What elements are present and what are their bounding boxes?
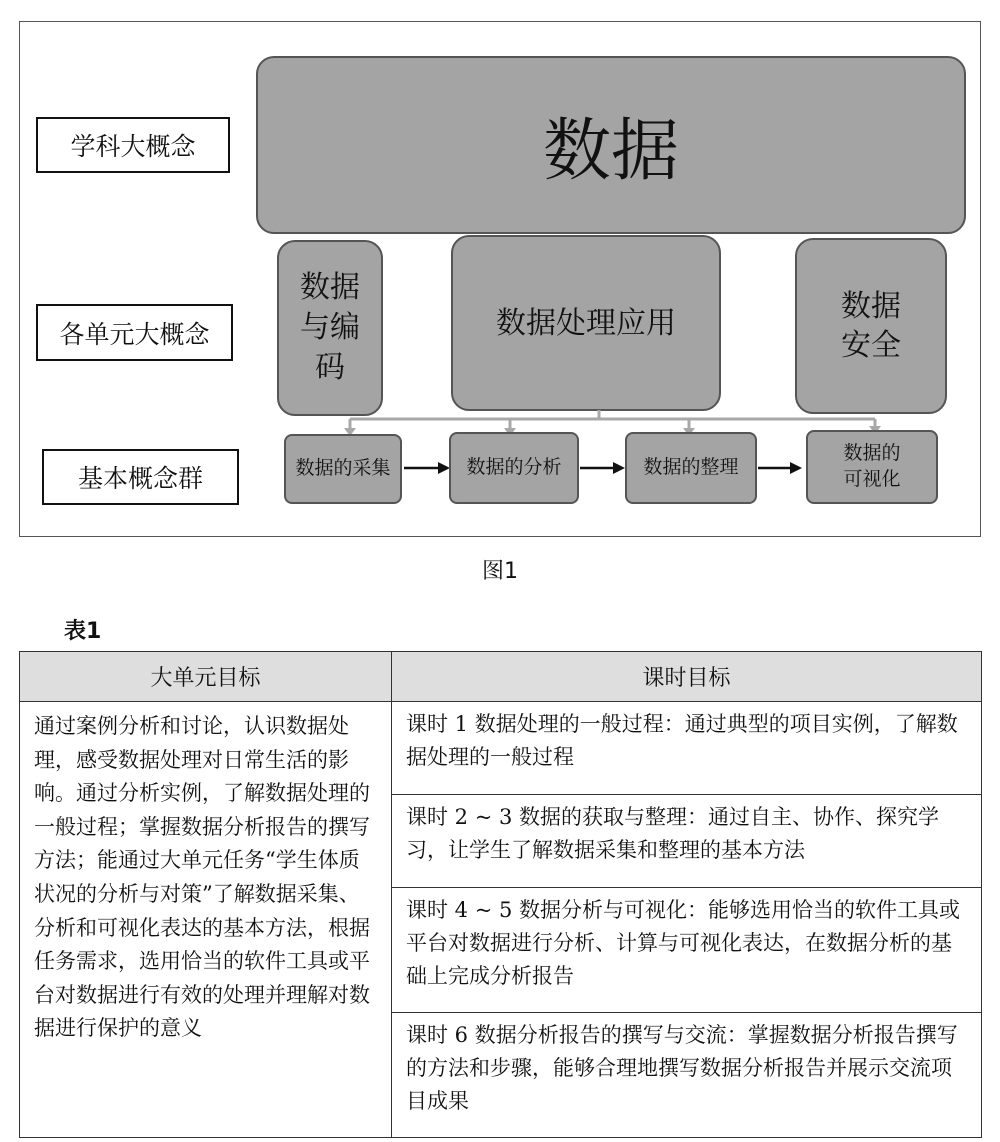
lesson-goal-cell: 课时 1 数据处理的一般过程：通过典型的项目实例，了解数据处理的一般过程: [392, 702, 982, 795]
table-header-row: [20, 652, 982, 702]
basic-collect-text: 数据的采集: [295, 457, 391, 480]
unit-encoding-line1: 数据: [300, 270, 360, 306]
table-title: 表1: [64, 619, 102, 644]
header-unit-goal: 大单元目标: [20, 652, 392, 702]
basic-box-collect: [284, 434, 402, 504]
label-basic-concepts: 基本概念群: [42, 449, 239, 505]
basic-box-visualize: [806, 430, 938, 504]
basic-analyze-text: 数据的分析: [466, 456, 562, 479]
unit-encoding-line3: 码: [315, 349, 345, 385]
label-subject-concept: 学科大概念: [36, 117, 230, 173]
basic-box-organize: [625, 432, 757, 504]
basic-box-analyze: [449, 432, 579, 504]
lesson-goal-cell: 课时 4 ~ 5 数据分析与可视化：能够选用恰当的软件工具或平台对数据进行分析、计算与可视化表达，在数据分析的基础上完成分析报告: [392, 888, 982, 1013]
unit-encoding-line2: 与编: [300, 310, 360, 346]
table-row: [20, 702, 982, 795]
unit-security-line1: 数据: [841, 289, 901, 324]
unit-processing-text: 数据处理应用: [496, 305, 676, 341]
concept-figure: [19, 21, 981, 537]
goals-table: [19, 651, 982, 1138]
unit-goal-cell: 通过案例分析和讨论，认识数据处理，感受数据处理对日常生活的影响。通过分析实例，了解数据处理的一般过程；掌握数据分析报告的撰写方法；能通过大单元任务“学生体质状况的分析与对策”了解数据采集、分析和可视化表达的基本方法，根据任务需求，选用恰当的软件工具或平台对数据进行有效的处理并理解对数据进行保护的意义: [20, 702, 392, 1138]
lesson-goal-cell: 课时 2 ~ 3 数据的获取与整理：通过自主、协作、探究学习，让学生了解数据采集和整理的基本方法: [392, 795, 982, 888]
basic-organize-text: 数据的整理: [643, 456, 739, 479]
figure-caption: 图1: [482, 559, 518, 584]
header-lesson-goal: 课时目标: [392, 652, 982, 702]
basic-visualize-line2: 可视化: [843, 468, 901, 490]
unit-security-line2: 安全: [841, 328, 901, 363]
label-unit-concept: 各单元大概念: [36, 304, 233, 361]
top-concept-text: 数据: [542, 111, 679, 191]
basic-visualize-line1: 数据的: [843, 442, 901, 465]
lesson-goal-cell: 课时 6 数据分析报告的撰写与交流：掌握数据分析报告撰写的方法和步骤，能够合理地撰写数据分析报告并展示交流项目成果: [392, 1013, 982, 1138]
